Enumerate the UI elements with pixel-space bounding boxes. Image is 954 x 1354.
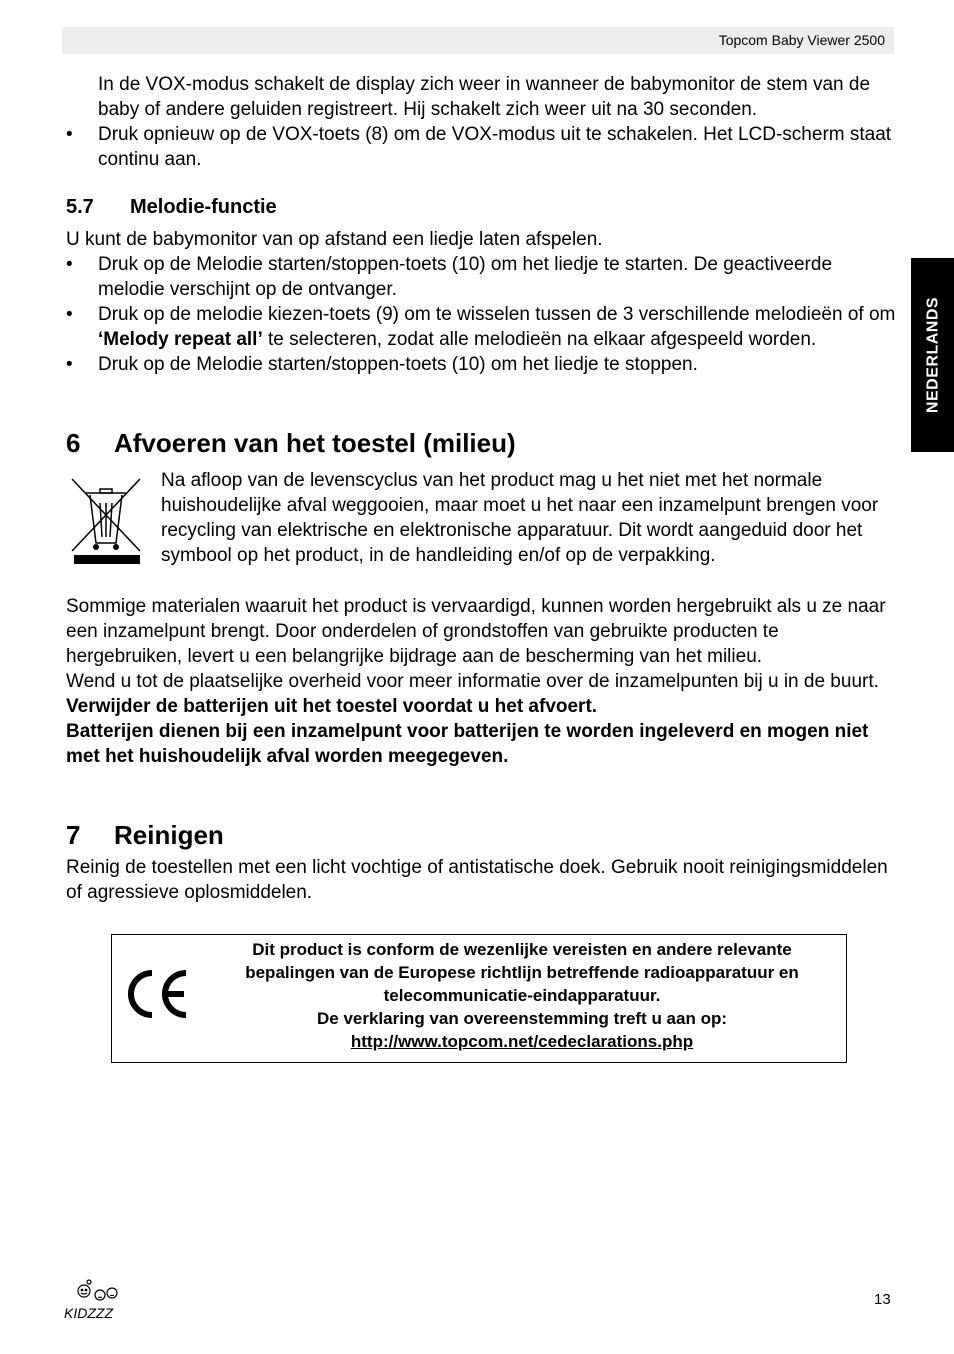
section-melodie xyxy=(66,195,896,377)
vox-section xyxy=(66,72,896,172)
chapter-title: Reinigen xyxy=(114,820,224,850)
weee-description: Na afloop van de levenscyclus van het product mag u het niet met het normale huishoudelijke afval weggooien, maar moet u het naar een inzamelpunt brengen voor recycling van elektrische en elektronische apparatuur. Dit wordt aangeduid door het symbool op het product, in de handleiding en/of op de verpakking. xyxy=(161,470,879,566)
cleaning-text: Reinig de toestellen met een licht vochtige of antistatische doek. Gebruik nooit reinigingsmiddelen of agressieve oplosmiddelen. xyxy=(66,857,888,903)
section-reinigen xyxy=(66,819,896,905)
battery-disposal-warning xyxy=(66,719,896,769)
chapter-heading xyxy=(66,427,896,459)
vox-continued-text: In de VOX-modus schakelt de display zich weer in wanneer de babymonitor de stem van de baby of andere geluiden registreert. Hij schakelt zich weer uit na 30 seconden. xyxy=(98,74,871,120)
ce-declaration-link[interactable]: http://www.topcom.net/cedeclarations.php xyxy=(350,1032,694,1051)
chapter-title: Afvoeren van het toestel (milieu) xyxy=(114,428,516,458)
list-item xyxy=(66,122,896,172)
ce-declaration-location: De verklaring van overeenstemming treft u aan op: xyxy=(316,1009,727,1028)
melodie-intro: U kunt de babymonitor van op afstand een liedje laten afspelen. xyxy=(66,229,603,250)
section-title: Melodie-functie xyxy=(130,196,277,218)
section-afvoeren-body xyxy=(66,594,896,769)
language-tab xyxy=(911,258,954,452)
ce-mark-icon xyxy=(124,969,190,1019)
chapter-number: 7 xyxy=(66,820,81,850)
bullet-icon: • xyxy=(66,354,73,375)
section-heading xyxy=(66,195,896,220)
section-number: 5.7 xyxy=(66,196,94,218)
melodie-bullet-text-end: te selecteren, zodat alle melodieën na elkaar afgespeeld worden. xyxy=(262,329,817,350)
section-afvoeren-heading xyxy=(66,427,896,459)
melodie-bullet-text-start: Druk op de melodie kiezen-toets (9) om te wisselen tussen de 3 verschillende melodieën of om xyxy=(98,304,896,325)
ce-declaration-text xyxy=(212,938,832,1053)
recycling-paragraph: Sommige materialen waaruit het product is vervaardigd, kunnen worden hergebruikt als u ze naar een inzamelpunt brengt. Door onderdelen of grondstoffen van gebruikte producten te hergebruiken, levert u een belangrijke bijdrage aan de bescherming van het milieu. xyxy=(66,596,886,667)
list-item xyxy=(66,302,896,352)
ce-conformity-statement: Dit product is conform de wezenlijke vereisten en andere relevante bepalingen van de Europese richtlijn betreffende radioapparatuur en telecommunicatie-eindapparatuur. xyxy=(245,940,799,1005)
page-header xyxy=(62,27,894,54)
page-number: 13 xyxy=(874,1291,891,1308)
melody-repeat-all-label: ‘Melody repeat all’ xyxy=(98,329,263,350)
battery-removal-text: Verwijder de batterijen uit het toestel voordat u het afvoert. xyxy=(66,696,598,717)
kidzzz-logo-text: KIDZZZ xyxy=(64,1305,113,1321)
vox-bullet-text: Druk opnieuw op de VOX-toets (8) om de VOX-modus uit te schakelen. Het LCD-scherm staat continu aan. xyxy=(98,124,892,170)
header-title: Topcom Baby Viewer 2500 xyxy=(718,32,885,48)
list-item xyxy=(66,252,896,302)
weee-crossed-bin-icon xyxy=(70,475,142,567)
battery-removal-warning xyxy=(66,694,896,719)
list-item xyxy=(66,352,896,377)
bullet-icon: • xyxy=(66,254,73,275)
local-authority-paragraph: Wend u tot de plaatselijke overheid voor meer informatie over de inzamelpunten bij u in de buurt. xyxy=(66,671,879,692)
chapter-number: 6 xyxy=(66,428,81,458)
melodie-bullet-text: Druk op de Melodie starten/stoppen-toets (10) om het liedje te starten. De geactiveerde melodie verschijnt op de ontvanger. xyxy=(98,254,833,300)
language-tab-label: NEDERLANDS xyxy=(924,296,941,414)
bullet-icon: • xyxy=(66,304,73,325)
melodie-bullet-text: Druk op de Melodie starten/stoppen-toets (10) om het liedje te stoppen. xyxy=(98,354,698,375)
ce-declaration-box xyxy=(111,934,847,1063)
kidzzz-logo xyxy=(62,1278,136,1322)
battery-disposal-text: Batterijen dienen bij een inzamelpunt voor batterijen te worden ingeleverd en mogen niet met het huishoudelijk afval worden meegegeven. xyxy=(66,721,869,767)
chapter-heading xyxy=(66,819,896,851)
bullet-icon: • xyxy=(66,124,73,145)
